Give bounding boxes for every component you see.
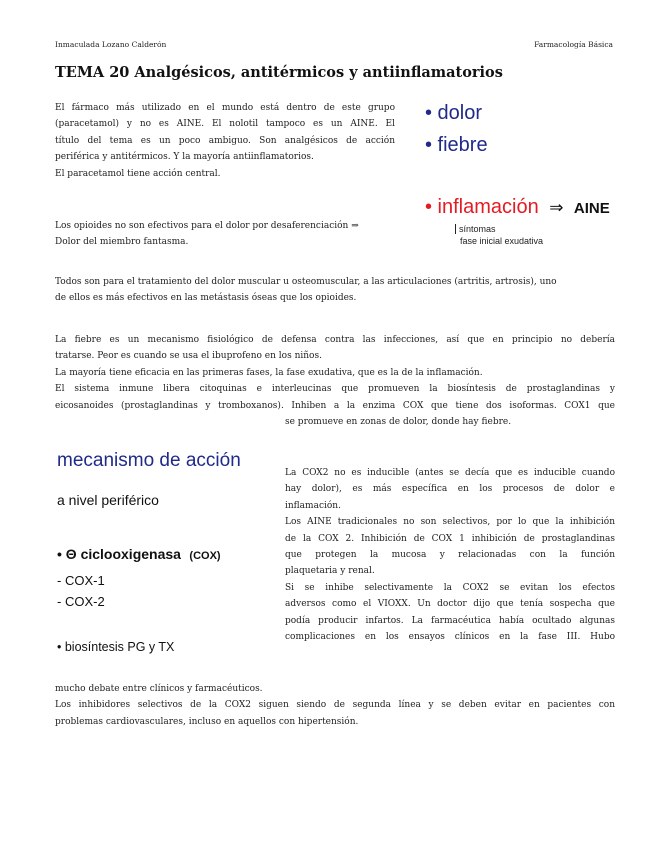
text-line: Los inhibidores selectivos de la COX2 siguen siendo de segunda línea y se deben evitar en pacientes con xyxy=(55,700,615,711)
text-line: El sistema inmune libera citoquinas e interleucinas que promueven la biosíntesis de prostaglandinas y xyxy=(55,384,615,395)
fever-paragraph xyxy=(55,332,615,414)
text-line: Dolor del miembro fantasma. xyxy=(55,237,189,248)
text-line: de la COX 2. Inhibición de COX 1 inhibición de prostaglandinas xyxy=(285,533,615,544)
slide-fase: fase inicial exudativa xyxy=(460,236,544,246)
intro-paragraph xyxy=(55,100,395,182)
cox2-paragraph xyxy=(285,465,615,645)
header-author: Inmaculada Lozano Calderón xyxy=(55,40,167,49)
slide-cox1: - COX-1 xyxy=(57,573,105,588)
text-line: que protegen la mucosa y relacionadas con la función xyxy=(285,550,615,561)
slide-dolor: • dolor xyxy=(425,102,483,124)
text-line: Los AINE tradicionales no son selectivos, por lo que la inhibición xyxy=(285,517,615,528)
text-line: mucho debate entre clínicos y farmacéuticos. xyxy=(55,684,263,694)
final-paragraph xyxy=(55,681,615,730)
slide-nivel: a nivel periférico xyxy=(57,492,159,508)
text-line: podía producir infartos. La farmacéutica había ocultado algunas xyxy=(285,615,615,626)
text-line: Si se inhibe selectivamente la COX2 se evitan los efectos xyxy=(285,582,615,593)
text-line: El fármaco más utilizado en el mundo está dentro de este grupo xyxy=(55,103,395,113)
opioids-paragraph xyxy=(55,218,405,251)
slide-aine: AINE xyxy=(573,200,610,217)
slide-inflamacion: • inflamación xyxy=(425,196,539,218)
text-line: problemas cardiovasculares, incluso en aquellos con hipertensión. xyxy=(55,716,359,727)
slide-cox2: - COX-2 xyxy=(57,594,105,609)
slide-inflamacion-row xyxy=(425,196,610,219)
text-line: inflamación. xyxy=(285,500,341,511)
header-subject: Farmacología Básica xyxy=(534,40,613,49)
slide-fiebre: • fiebre xyxy=(425,134,488,156)
slide-ciclo-row xyxy=(57,546,221,564)
text-line: Los opioides no son efectivos para el dolor por desaferenciación ⇒ xyxy=(55,221,359,231)
text-line: La fiebre es un mecanismo fisiológico de defensa contra las infecciones, así que en principio no debería xyxy=(55,335,615,345)
text-line: tratarse. Peor es cuando se usa el ibuprofeno en los niños. xyxy=(55,351,322,362)
text-line: se promueve en zonas de dolor, donde hay fiebre. xyxy=(285,417,512,427)
page-title: TEMA 20 Analgésicos, antitérmicos y antiinflamatorios xyxy=(55,64,503,81)
text-line: adversos como el VIOXX. Un doctor dijo que tenía sospecha que xyxy=(285,599,615,610)
text-line: complicaciones en los ensayos clínicos en la fase III. Hubo xyxy=(285,632,615,643)
slide-biosintesis: • biosíntesis PG y TX xyxy=(57,640,175,654)
text-line: La COX2 no es inducible (antes se decía que es inducible cuando xyxy=(285,468,615,478)
text-line: título del tema es un poco ambiguo. Son analgésicos de acción xyxy=(55,135,395,146)
text-line: plaquetaria y renal. xyxy=(285,566,375,577)
slide-ciclo: • Θ ciclooxigenasa xyxy=(57,546,181,562)
text-line: eicosanoides (prostaglandinas y tromboxanos). Inhiben a la enzima COX que tiene dos isoformas. COX1 que xyxy=(55,400,615,411)
text-line: Todos son para el tratamiento del dolor muscular u osteomuscular, a las articulaciones (artritis, artrosis), uno xyxy=(55,277,557,287)
slide-cox-abbr: (COX) xyxy=(189,550,221,562)
text-line: periférica y antitérmicos. Y la mayoría antiinflamatorios. xyxy=(55,152,314,163)
muscular-paragraph xyxy=(55,274,615,307)
slide-mecanismo: mecanismo de acción xyxy=(57,450,241,471)
fever-last-line xyxy=(285,414,511,430)
text-line: La mayoría tiene eficacia en las primeras fases, la fase exudativa, que es la de la inflamación. xyxy=(55,367,483,378)
arrow-icon: ⇒ xyxy=(549,198,564,217)
text-line: de ellos es más efectivos en las metástasis óseas que los opioides. xyxy=(55,293,357,304)
text-line: El paracetamol tiene acción central. xyxy=(55,168,221,179)
text-line: hay dolor), es más específica en los procesos de dolor e xyxy=(285,484,615,495)
text-line: (paracetamol) y no es AINE. El nolotil tampoco es un AINE. El xyxy=(55,119,395,130)
slide-sintomas: síntomas xyxy=(455,224,496,234)
